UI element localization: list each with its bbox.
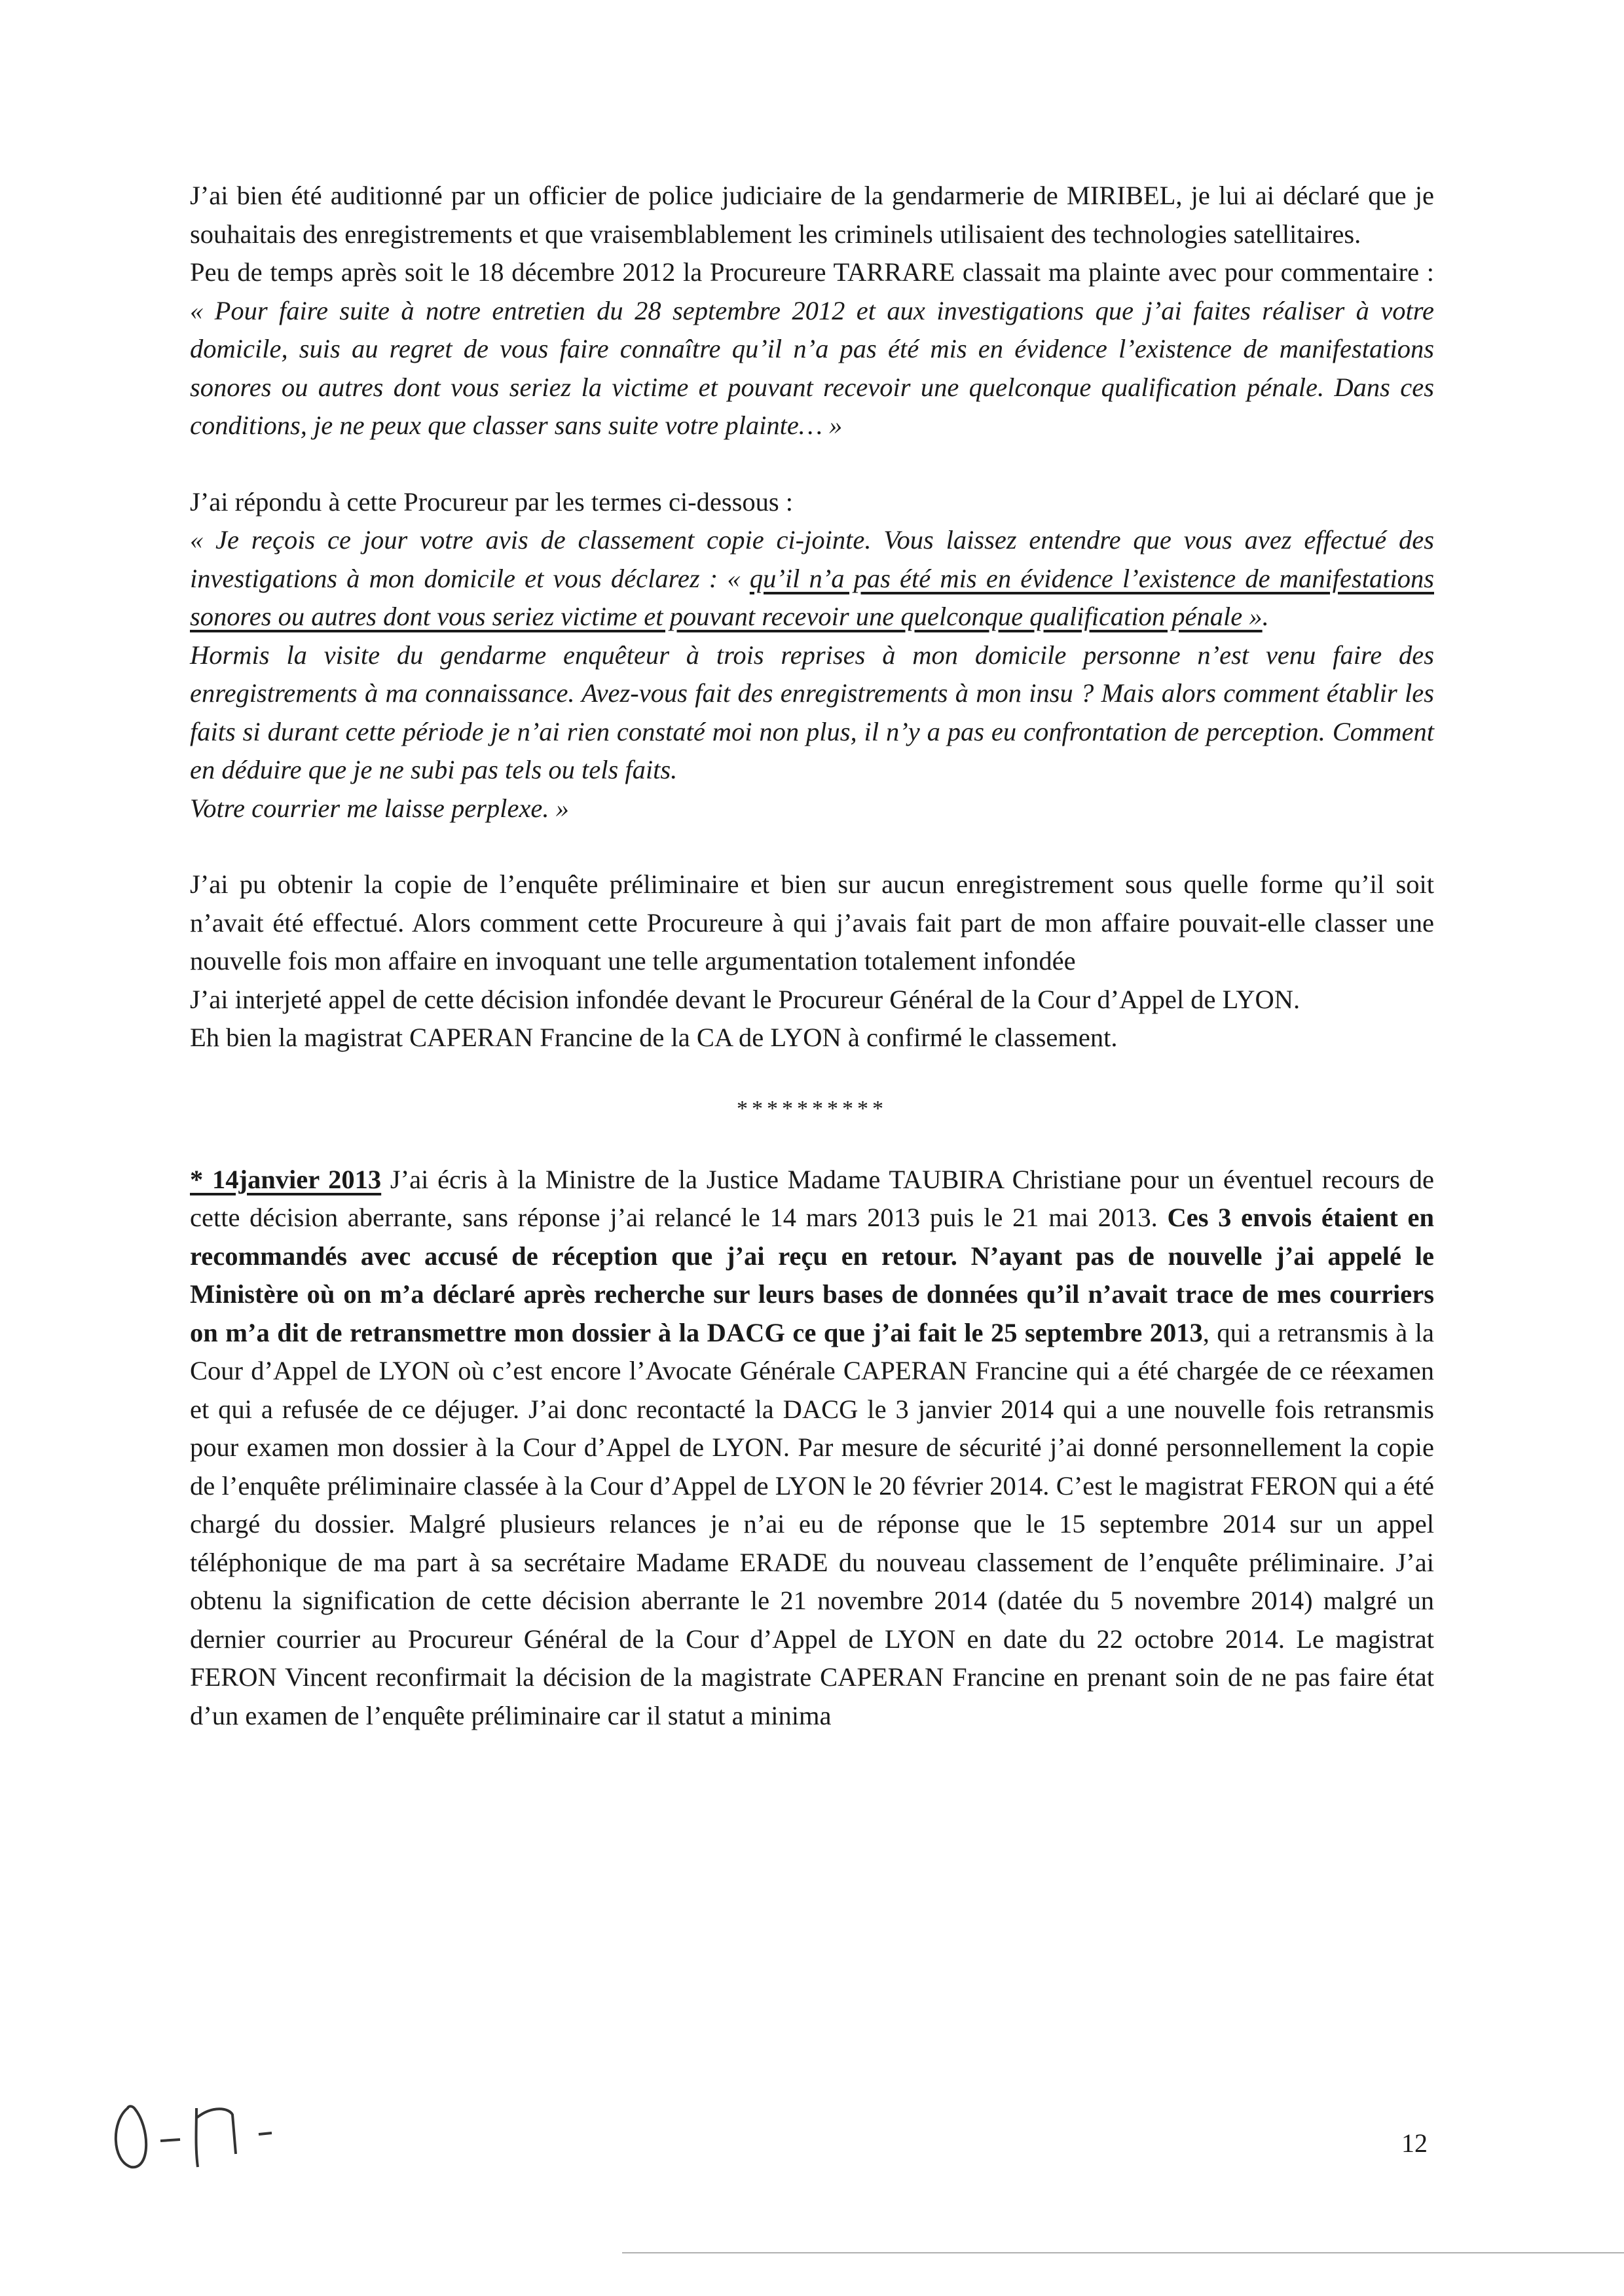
classement-intro: Peu de temps après soit le 18 décembre 2012 la Procureure TARRARE classait ma plainte avec pour commentaire : [190, 257, 1434, 287]
paragraph-audition: J’ai bien été auditionné par un officier de police judiciaire de la gendarmerie de MIRIBEL, je lui ai déclaré que je souhaitais des enregistrements et que vraisemblablement les criminels utilisaient des technologies satellitaires. [190, 181, 1434, 249]
taubira-text-b: , qui a retransmis à la Cour d’Appel de LYON où c’est encore l’Avocate Générale CAPERAN Francine qui a été chargée de ce réexamen et qui a refusée de ce déjuger. J’ai donc recontacté la DACG le 3 janvier 2014 qui a une nouvelle fois retransmis pour examen mon dossier à la Cour d’Appel de LYON. Par mesure de sécurité j’ai donné personnellement la copie de l’enquête préliminaire classée à la Cour d’Appel de LYON le 20 février 2014. C’est le magistrat FERON qui a été chargé du dossier. Malgré plusieurs relances je n’ai eu de réponse que le 15 septembre 2014 sur un appel téléphonique de ma part à sa secrétaire Madame ERADE du nouveau classement de l’enquête préliminaire. J’ai obtenu la signification de cette décision aberrante le 21 novembre 2014 (datée du 5 novembre 2014) malgré un dernier courrier au Procureur Général de la Cour d’Appel de LYON en date du 22 octobre 2014. Le magistrat FERON Vincent reconfirmait la décision de la magistrate CAPERAN Francine en prenant soin de ne pas faire état d’un examen de l’enquête préliminaire car il statut a minima [190, 1317, 1435, 1730]
paragraph-enquete: J’ai pu obtenir la copie de l’enquête préliminaire et bien sur aucun enregistrement sous quelle forme qu’il soit n’avait été effectué. Alors comment cette Procureure à qui j’avais fait part de mon affaire pouvait-elle classer une nouvelle fois mon affaire en invoquant une telle argumentation totalement infondée [190, 869, 1434, 975]
paragraph-hormis: Hormis la visite du gendarme enquêteur à trois reprises à mon domicile personne n’est venu faire des enregistrements à ma connaissance. Avez-vous fait des enregistrements à mon insu ? Mais alors comment établir les faits si durant cette période je n’ai rien constaté moi non plus, il n’y a pas eu confrontation de perception. Comment en déduire que je ne subi pas tels ou tels faits. [190, 640, 1434, 784]
paragraph-reponse-intro: J’ai répondu à cette Procureur par les termes ci-dessous : [190, 486, 794, 517]
section-separator: ********** [737, 1096, 887, 1121]
entry-date: * 14janvier 2013 [190, 1164, 382, 1194]
spacer [190, 1128, 1434, 1161]
spacer [190, 445, 1434, 483]
paragraph-reponse-quote [190, 521, 1434, 636]
paragraph-taubira [190, 1161, 1434, 1736]
taubira-text-bold: Ces 3 envois étaient en recommandés avec accusé de réception que j’ai reçu en retour. N’ayant pas de nouvelle j’ai appelé le Ministère où on m’a déclaré après recherche sur leurs bases de données qu’il n’avait trace de mes courriers on m’a dit de retransmettre mon dossier à la DACG ce que j’ai fait le 25 septembre 2013 [190, 1203, 1435, 1347]
bottom-rule [622, 2252, 1624, 2253]
handwritten-initials [98, 2082, 295, 2180]
spacer [190, 828, 1434, 866]
reponse-quote-underlined: qu’il n’a pas été mis en évidence l’existence de manifestations sonores ou autres dont vous seriez victime et pouvant recevoir une quelconque qualification pénale » [190, 563, 1434, 631]
reponse-quote-start: « Je reçois ce jour votre avis de classement copie ci-jointe. Vous laissez entendre que vous avez effectué des investigations à mon domicile et vous déclarez : « [190, 525, 1434, 593]
taubira-text-a: J’ai écris à la Ministre de la Justice Madame TAUBIRA Christiane pour un éventuel recours de cette décision aberrante, sans réponse j’ai relancé le 14 mars 2013 puis le 21 mai 2013. [190, 1164, 1434, 1232]
paragraph-confirme: Eh bien la magistrat CAPERAN Francine de la CA de LYON à confirmé le classement. [190, 1023, 1118, 1052]
document-body [190, 177, 1434, 1735]
classement-quote: « Pour faire suite à notre entretien du 28 septembre 2012 et aux investigations que j’ai faites réaliser à votre domicile, suis au regret de vous faire connaître qu’il n’a pas été mis en évidence l’existence de manifestations sonores ou autres dont vous seriez la victime et pouvant recevoir une quelconque qualification pénale. Dans ces conditions, je ne peux que classer sans suite votre plainte… » [190, 295, 1434, 440]
paragraph-perplexe: Votre courrier me laisse perplexe. » [190, 793, 569, 823]
paragraph-appel: J’ai interjeté appel de cette décision infondée devant le Procureur Général de la Cour d’Appel de LYON. [190, 984, 1301, 1014]
spacer [190, 1057, 1434, 1090]
paragraph-classement [190, 253, 1434, 445]
page-number: 12 [1401, 2128, 1428, 2158]
reponse-quote-end: . [1262, 602, 1269, 631]
